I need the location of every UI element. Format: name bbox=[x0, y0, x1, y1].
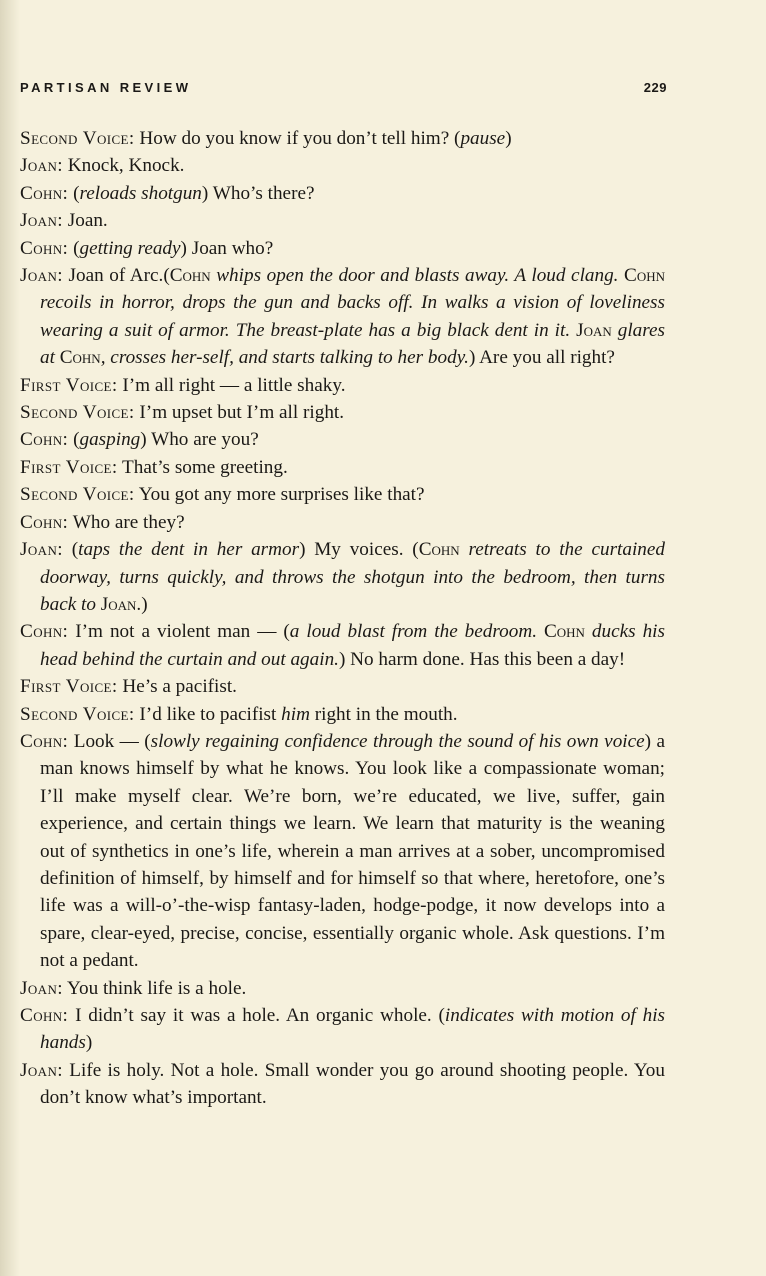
dialogue-line bbox=[20, 536, 665, 618]
speaker-name: Joan: bbox=[20, 977, 63, 999]
stage-direction: getting ready bbox=[79, 237, 181, 259]
speaker-name: Joan: bbox=[20, 265, 63, 287]
speaker-name: Second Voice: bbox=[20, 484, 135, 506]
speaker-name: Joan: bbox=[20, 539, 63, 561]
stage-direction: pause bbox=[460, 128, 506, 149]
speaker-name: Joan: bbox=[20, 210, 63, 232]
stage-direction: him bbox=[281, 703, 310, 725]
stage-direction: recoils in horror, drops the gun and backs off. In walks a vision of loveliness wearing a suit of armor. The breast-plate has a big black dent in it. bbox=[40, 292, 665, 341]
spoken-text: ( bbox=[68, 429, 80, 451]
page-gutter-shadow bbox=[0, 0, 20, 1276]
spoken-text: How do you know if you don’t tell him? ( bbox=[134, 128, 461, 149]
speaker-name: Cohn: bbox=[20, 730, 69, 752]
dialogue-line bbox=[20, 509, 665, 536]
spoken-text: I’m not a violent man — ( bbox=[68, 621, 290, 643]
dialogue-line bbox=[20, 975, 665, 1002]
stage-direction: retreats to the curtained doorway, turns quickly, and throws the shotgun into the bedroom, then turns back to bbox=[40, 539, 665, 615]
speaker-name: First Voice: bbox=[20, 676, 118, 698]
spoken-text: right in the mouth. bbox=[309, 703, 458, 725]
running-head bbox=[20, 80, 667, 95]
spoken-text: I didn’t say it was a hole. An organic whole. ( bbox=[68, 1005, 445, 1026]
spoken-text: ( bbox=[68, 182, 80, 204]
dialogue-line bbox=[20, 728, 665, 975]
spoken-text: Look — ( bbox=[68, 730, 151, 752]
spoken-text: I’m all right — a little shaky. bbox=[117, 374, 346, 396]
stage-direction: taps the dent in her armor bbox=[78, 539, 300, 561]
stage-direction: whips open the door and blasts away. A loud clang. bbox=[210, 265, 625, 287]
dialogue-line bbox=[20, 125, 665, 152]
spoken-text: ) Are you all right? bbox=[468, 347, 615, 369]
character-name: Joan bbox=[576, 319, 612, 341]
spoken-text: ) Who’s there? bbox=[201, 182, 315, 204]
spoken-text: Joan. bbox=[62, 210, 108, 232]
dialogue-line bbox=[20, 481, 665, 508]
character-name: Cohn bbox=[59, 347, 101, 369]
spoken-text: .) bbox=[136, 593, 148, 615]
spoken-text: ) No harm done. Has this been a day! bbox=[338, 648, 626, 670]
speaker-name: Cohn: bbox=[20, 621, 69, 643]
dialogue-line bbox=[20, 235, 665, 262]
stage-direction: , crosses her-self, and starts talking to her body. bbox=[100, 347, 469, 369]
dialogue-body bbox=[20, 125, 665, 1112]
stage-direction: gasping bbox=[79, 429, 141, 451]
dialogue-line bbox=[20, 372, 665, 399]
speaker-name: First Voice: bbox=[20, 374, 118, 396]
character-name: Cohn bbox=[543, 621, 585, 643]
journal-title: PARTISAN REVIEW bbox=[20, 80, 192, 95]
character-name: Joan bbox=[100, 593, 137, 615]
spoken-text: You got any more surprises like that? bbox=[134, 484, 425, 506]
dialogue-line bbox=[20, 207, 665, 234]
page-number: 229 bbox=[643, 80, 667, 95]
stage-direction: indicates with motion of his hands bbox=[40, 1005, 665, 1054]
spoken-text: He’s a pacifist. bbox=[117, 676, 237, 698]
dialogue-line bbox=[20, 1057, 665, 1112]
speaker-name: Second Voice: bbox=[20, 703, 135, 725]
speaker-name: Cohn: bbox=[20, 1005, 69, 1026]
dialogue-line bbox=[20, 152, 665, 179]
stage-direction: glares at bbox=[40, 319, 665, 369]
speaker-name: Cohn: bbox=[20, 182, 69, 204]
stage-direction: slowly regaining confidence through the sound of his own voice bbox=[150, 730, 645, 752]
dialogue-line bbox=[20, 618, 665, 673]
speaker-name: First Voice: bbox=[20, 456, 118, 478]
character-name: Cohn bbox=[169, 265, 211, 287]
dialogue-line bbox=[20, 426, 665, 453]
dialogue-line bbox=[20, 1002, 665, 1057]
speaker-name: Second Voice: bbox=[20, 128, 135, 149]
stage-direction: a loud blast from the bedroom. bbox=[289, 621, 544, 643]
dialogue-line bbox=[20, 701, 665, 728]
spoken-text: Joan of Arc.( bbox=[62, 265, 170, 287]
character-name: Cohn bbox=[418, 539, 460, 561]
dialogue-line bbox=[20, 399, 665, 426]
speaker-name: Second Voice: bbox=[20, 402, 135, 424]
dialogue-line bbox=[20, 180, 665, 207]
spoken-text: I’d like to pacifist bbox=[134, 703, 282, 725]
stage-direction: reloads shotgun bbox=[79, 182, 202, 204]
speaker-name: Joan: bbox=[20, 155, 63, 177]
spoken-text: ) bbox=[505, 128, 512, 149]
speaker-name: Joan: bbox=[20, 1059, 63, 1081]
spoken-text: I’m upset but I’m all right. bbox=[134, 402, 345, 424]
spoken-text: ( bbox=[62, 539, 79, 561]
dialogue-line bbox=[20, 673, 665, 700]
spoken-text: ( bbox=[68, 237, 80, 259]
spoken-text: ) My voices. ( bbox=[299, 539, 419, 561]
speaker-name: Cohn: bbox=[20, 429, 69, 451]
spoken-text: ) Who are you? bbox=[140, 429, 259, 451]
speaker-name: Cohn: bbox=[20, 237, 69, 259]
spoken-text: Life is holy. Not a hole. Small wonder you go around shooting people. You don’t know what’s important. bbox=[40, 1059, 665, 1109]
character-name: Cohn bbox=[624, 265, 666, 287]
spoken-text: Knock, Knock. bbox=[62, 155, 185, 177]
spoken-text: That’s some greeting. bbox=[117, 456, 288, 478]
speaker-name: Cohn: bbox=[20, 511, 69, 533]
dialogue-line bbox=[20, 454, 665, 481]
spoken-text: ) Joan who? bbox=[180, 237, 274, 259]
stage-direction: ducks his head behind the curtain and out again. bbox=[40, 621, 665, 670]
spoken-text: You think life is a hole. bbox=[62, 977, 247, 999]
dialogue-line bbox=[20, 262, 665, 372]
spoken-text: ) bbox=[85, 1032, 93, 1054]
spoken-text: Who are they? bbox=[68, 511, 185, 533]
spoken-text: ) a man knows himself by what he knows. You look like a compassionate woman; I’ll make myself clear. We’re born, we’re educated, we live, suffer, gain experience, and certain things we learn. We learn that maturity is the weaning out of synthetics in one’s life, wherein a man arrives at a sober, uncompromised definition of himself, by himself and for himself so that where, heretofore, one’s life was a will-o’-the-wisp fantasy-laden, hodge-podge, it now develops into a spare, clear-eyed, precise, concise, essentially organic whole. Ask questions. I’m not a pedant. bbox=[40, 730, 665, 972]
